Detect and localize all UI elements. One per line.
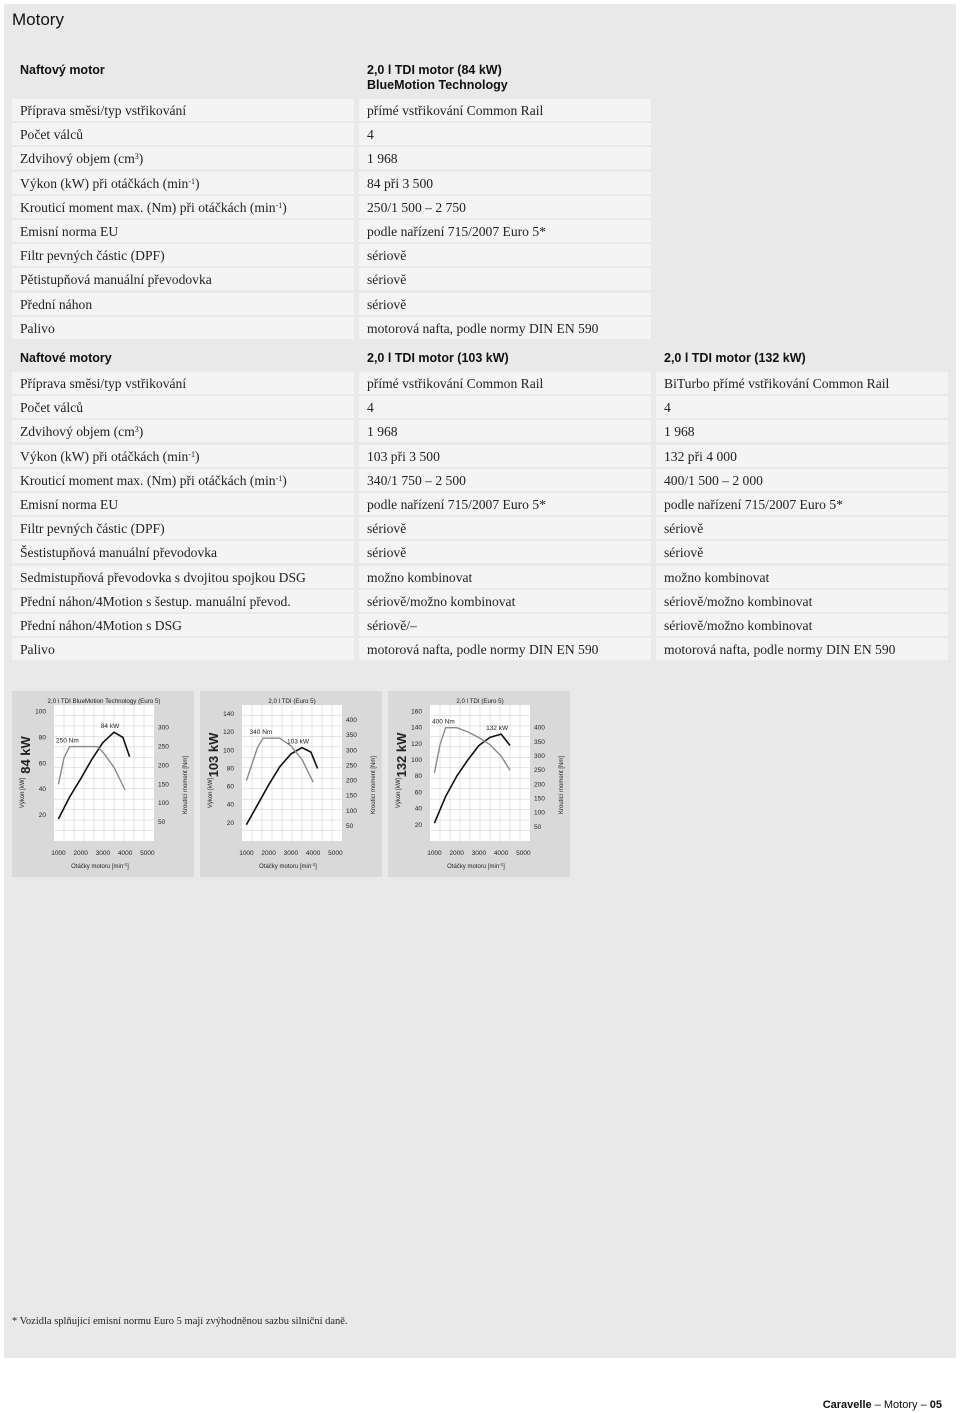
section2-column-header-2: 2,0 l TDI motor (132 kW): [664, 351, 806, 365]
row-label: [12, 196, 354, 218]
y2-tick-label: 300: [346, 747, 357, 755]
row-value: sériově: [359, 541, 651, 563]
table-row: [0, 469, 960, 491]
y2-tick-label: 250: [346, 762, 357, 770]
row-label: [12, 99, 354, 121]
y-axis-label: Výkon [kW]: [396, 777, 402, 809]
row-label-text: Zdvihový objem (cm: [20, 151, 135, 167]
y-tick-label: 140: [223, 711, 234, 719]
row-value: motorová nafta, podle normy DIN EN 590: [359, 317, 651, 339]
row-label-superscript: 3: [134, 425, 139, 435]
torque-curve-label: 400 Nm: [432, 718, 455, 726]
row-value: motorová nafta, podle normy DIN EN 590: [359, 638, 651, 660]
row-value: podle nařízení 715/2007 Euro 5*: [359, 220, 651, 242]
row-value: možno kombinovat: [359, 566, 651, 588]
section1-head-label: Naftový motor: [20, 63, 105, 77]
footer-dash: –: [871, 1399, 884, 1411]
row-value: sériově/možno kombinovat: [656, 614, 948, 636]
x-axis-label-superscript: -1: [311, 862, 316, 867]
table-row: [0, 293, 960, 315]
row-value: 400/1 500 – 2 000: [656, 469, 948, 491]
row-label-text: Šestistupňová manuální převodovka: [20, 545, 218, 561]
table-row: [0, 268, 960, 290]
row-label: [12, 469, 354, 491]
row-label-text: Výkon (kW) při otáčkách (min: [20, 448, 189, 464]
y-tick-label: 60: [414, 789, 422, 797]
y2-tick-label: 150: [346, 792, 357, 800]
row-label-text: Palivo: [20, 642, 55, 658]
y2-tick-label: 50: [534, 823, 542, 831]
x-axis-label-text: Otáčky motoru [min: [259, 864, 312, 870]
row-value: BiTurbo přímé vstřikování Common Rail: [656, 372, 948, 394]
table-row: [0, 172, 960, 194]
section1-column-line-1: 2,0 l TDI motor (84 kW): [367, 63, 502, 77]
y-tick-label: 140: [411, 724, 422, 732]
y2-tick-label: 350: [346, 732, 357, 740]
x-axis-label: [447, 862, 505, 870]
section1-column-header: [367, 63, 508, 99]
row-value: sériově/možno kombinovat: [656, 590, 948, 612]
table-row: [0, 396, 960, 418]
row-label-suffix: ): [195, 448, 200, 464]
row-value: 4: [359, 396, 651, 418]
row-label: [12, 244, 354, 266]
row-label: [12, 372, 354, 394]
row-label-superscript: -1: [188, 449, 196, 459]
row-value: přímé vstřikování Common Rail: [359, 372, 651, 394]
y2-tick-label: 400: [534, 724, 545, 732]
y2-tick-label: 200: [534, 781, 545, 789]
row-label: [12, 541, 354, 563]
row-label-text: Zdvihový objem (cm: [20, 424, 135, 440]
row-label: [12, 317, 354, 339]
chart-84kw: [12, 691, 194, 877]
chart-panel-132kw: [388, 691, 570, 877]
torque-curve-label: 250 Nm: [56, 737, 79, 745]
table-row: [0, 445, 960, 467]
y-tick-label: 80: [414, 773, 422, 781]
y2-tick-label: 400: [346, 717, 357, 725]
row-value: 103 při 3 500: [359, 445, 651, 467]
row-label-text: Sedmistupňová převodovka s dvojitou spojkou DSG: [20, 569, 306, 585]
y-tick-label: 80: [226, 765, 234, 773]
row-label-text: Počet válců: [20, 127, 84, 143]
x-axis-label: [259, 862, 317, 870]
footnote: * Vozidla splňující emisní normu Euro 5 mají zvýhodněnou sazbu silniční daně.: [12, 1316, 348, 1327]
chart-title: 2,0 l TDI (Euro 5): [268, 698, 316, 705]
torque-curve-label: 340 Nm: [249, 729, 273, 737]
x-axis-label-suffix: ]: [503, 864, 505, 870]
y-tick-label: 20: [38, 812, 46, 820]
y2-axis-label: Krouticí moment [Nm]: [183, 755, 189, 815]
y2-axis-label: Krouticí moment [Nm]: [371, 755, 377, 815]
row-value: 1 968: [656, 420, 948, 442]
x-tick-label: 1000: [51, 850, 66, 857]
x-tick-label: 1000: [239, 850, 254, 857]
row-label-text: Příprava směsi/typ vstřikování: [20, 103, 187, 118]
y2-tick-label: 300: [158, 724, 169, 732]
row-label: [12, 420, 354, 442]
x-tick-label: 4000: [305, 850, 321, 857]
table-row: [0, 372, 960, 394]
y2-tick-label: 250: [534, 767, 545, 775]
row-label: [12, 517, 354, 539]
row-value: přímé vstřikování Common Rail: [359, 99, 651, 121]
table-row: [0, 147, 960, 169]
row-label: [12, 220, 354, 242]
y-tick-label: 40: [414, 805, 422, 813]
y2-tick-label: 50: [158, 819, 166, 827]
row-label: [12, 566, 354, 588]
row-label-text: Palivo: [20, 320, 55, 336]
table-row: [0, 541, 960, 563]
x-tick-label: 3000: [283, 850, 299, 857]
y-tick-label: 20: [414, 821, 422, 829]
row-value: sériově: [359, 244, 651, 266]
row-label-text: Výkon (kW) při otáčkách (min: [20, 175, 189, 191]
y-tick-label: 120: [411, 740, 422, 748]
x-axis-label-superscript: -1: [123, 862, 128, 867]
chart-panel-84kw: [12, 691, 194, 877]
row-value: 4: [656, 396, 948, 418]
y-axis-label: Výkon [kW]: [20, 777, 26, 809]
row-label-superscript: -1: [275, 200, 283, 210]
table-row: [0, 220, 960, 242]
y2-tick-label: 150: [158, 781, 169, 789]
row-value: 4: [359, 123, 651, 145]
row-label-text: Krouticí moment max. (Nm) při otáčkách (min: [20, 199, 276, 215]
row-value: 1 968: [359, 147, 651, 169]
row-label-text: Krouticí moment max. (Nm) při otáčkách (min: [20, 472, 276, 488]
y-tick-label: 160: [411, 708, 422, 716]
row-label: [12, 123, 354, 145]
row-label: [12, 638, 354, 660]
table-row: [0, 590, 960, 612]
y2-tick-label: 200: [158, 762, 169, 770]
row-label: [12, 590, 354, 612]
power-curve-label: 132 kW: [486, 725, 509, 733]
x-tick-label: 5000: [140, 850, 155, 857]
table-row: [0, 123, 960, 145]
row-value: sériově: [359, 293, 651, 315]
table-row: [0, 517, 960, 539]
table-row: [0, 638, 960, 660]
row-value: 132 při 4 000: [656, 445, 948, 467]
table-row: [0, 493, 960, 515]
power-curve-label: 84 kW: [100, 723, 120, 731]
table-row: [0, 614, 960, 636]
table-row: [0, 317, 960, 339]
row-value: 250/1 500 – 2 750: [359, 196, 651, 218]
y2-tick-label: 250: [158, 743, 169, 751]
y-tick-label: 60: [38, 760, 46, 768]
row-value: podle nařízení 715/2007 Euro 5*: [359, 493, 651, 515]
row-label-text: Počet válců: [20, 400, 84, 416]
row-label-suffix: ): [195, 175, 200, 191]
y2-tick-label: 100: [534, 809, 545, 817]
y2-tick-label: 350: [534, 738, 545, 746]
row-label: [12, 445, 354, 467]
x-tick-label: 1000: [427, 850, 442, 857]
x-axis-label-suffix: ]: [127, 864, 129, 870]
section2-column-header-1: 2,0 l TDI motor (103 kW): [367, 351, 509, 365]
row-label: [12, 172, 354, 194]
row-value: možno kombinovat: [656, 566, 948, 588]
row-label-superscript: 3: [134, 152, 139, 162]
x-tick-label: 2000: [261, 850, 276, 857]
row-label-text: Emisní norma EU: [20, 497, 119, 512]
footer-brand: Caravelle: [822, 1399, 872, 1411]
table-row: [0, 99, 960, 121]
chart-badge: 132 kW: [394, 732, 409, 778]
table-row: [0, 566, 960, 588]
row-value: 1 968: [359, 420, 651, 442]
row-label-suffix: ): [282, 472, 287, 488]
y2-tick-label: 300: [534, 753, 545, 760]
row-label-suffix: ): [138, 424, 144, 440]
y-tick-label: 100: [411, 757, 422, 765]
page-footer: [823, 1399, 942, 1411]
y-tick-label: 20: [226, 819, 234, 827]
y-tick-label: 100: [35, 708, 46, 716]
power-curve-label: 103 kW: [286, 738, 310, 746]
chart-103kw: [200, 691, 382, 877]
x-tick-label: 5000: [516, 850, 531, 857]
row-value: sériově: [359, 268, 651, 290]
x-tick-label: 3000: [95, 850, 111, 857]
chart-title: 2,0 l TDI BlueMotion Technology (Euro 5): [47, 698, 161, 705]
chart-badge: 103 kW: [206, 732, 221, 778]
x-tick-label: 2000: [449, 850, 464, 857]
row-label-text: Filtr pevných částic (DPF): [20, 248, 165, 264]
row-value: sériově/–: [359, 614, 651, 636]
row-label-superscript: -1: [188, 176, 196, 186]
y-tick-label: 40: [226, 801, 234, 809]
x-tick-label: 4000: [117, 850, 133, 857]
row-value: sériově: [359, 517, 651, 539]
row-label-text: Příprava směsi/typ vstřikování: [20, 376, 187, 391]
y2-tick-label: 100: [346, 807, 357, 815]
y-tick-label: 100: [223, 747, 234, 755]
table-row: [0, 196, 960, 218]
x-tick-label: 5000: [328, 850, 343, 857]
footer-page-number: 05: [929, 1399, 942, 1411]
y2-tick-label: 50: [346, 822, 354, 830]
y-tick-label: 60: [226, 783, 234, 791]
table-row: [0, 420, 960, 442]
row-value: 340/1 750 – 2 500: [359, 469, 651, 491]
row-label-text: Emisní norma EU: [20, 224, 119, 239]
y-tick-label: 80: [38, 734, 46, 742]
row-value: 84 při 3 500: [359, 172, 651, 194]
row-value: sériově/možno kombinovat: [359, 590, 651, 612]
x-tick-label: 2000: [73, 850, 88, 857]
x-axis-label-text: Otáčky motoru [min: [71, 864, 124, 870]
table-row: [0, 244, 960, 266]
chart-badge: 84 kW: [18, 736, 33, 774]
y2-tick-label: 200: [346, 777, 357, 785]
row-label-suffix: ): [138, 151, 144, 167]
x-axis-label: [71, 862, 129, 870]
row-label-text: Přední náhon/4Motion s DSG: [20, 618, 182, 633]
row-label-superscript: -1: [275, 473, 283, 483]
y-tick-label: 120: [223, 729, 234, 737]
y2-axis-label: Krouticí moment [Nm]: [559, 755, 565, 815]
footer-section: Motory: [883, 1399, 918, 1411]
chart-title: 2,0 l TDI (Euro 5): [456, 698, 504, 705]
x-axis-label-text: Otáčky motoru [min: [447, 864, 500, 870]
row-label: [12, 493, 354, 515]
y2-tick-label: 100: [158, 800, 169, 808]
row-value: sériově: [656, 517, 948, 539]
row-label-text: Přední náhon: [20, 296, 93, 312]
y-tick-label: 40: [38, 786, 46, 794]
y2-tick-label: 150: [534, 795, 545, 803]
section2-head-label: Naftové motory: [20, 351, 112, 365]
footer-sep: –: [917, 1399, 930, 1411]
row-value: motorová nafta, podle normy DIN EN 590: [656, 638, 948, 660]
row-label-suffix: ): [282, 199, 287, 215]
section1-column-line-2: BlueMotion Technology: [367, 78, 508, 92]
page-title: Motory: [12, 10, 64, 29]
row-label-text: Přední náhon/4Motion s šestup. manuální převod.: [20, 593, 291, 609]
x-tick-label: 3000: [471, 850, 487, 857]
x-tick-label: 4000: [493, 850, 509, 857]
x-axis-label-superscript: -1: [499, 862, 504, 867]
row-value: sériově: [656, 541, 948, 563]
row-label: [12, 268, 354, 290]
row-label: [12, 293, 354, 315]
y-axis-label: Výkon [kW]: [208, 777, 214, 809]
row-label-text: Filtr pevných částic (DPF): [20, 521, 165, 537]
row-label: [12, 396, 354, 418]
x-axis-label-suffix: ]: [315, 864, 317, 870]
row-label: [12, 614, 354, 636]
row-label: [12, 147, 354, 169]
row-label-text: Pětistupňová manuální převodovka: [20, 272, 212, 288]
row-value: podle nařízení 715/2007 Euro 5*: [656, 493, 948, 515]
chart-panel-103kw: [200, 691, 382, 877]
chart-132kw: [388, 691, 570, 877]
